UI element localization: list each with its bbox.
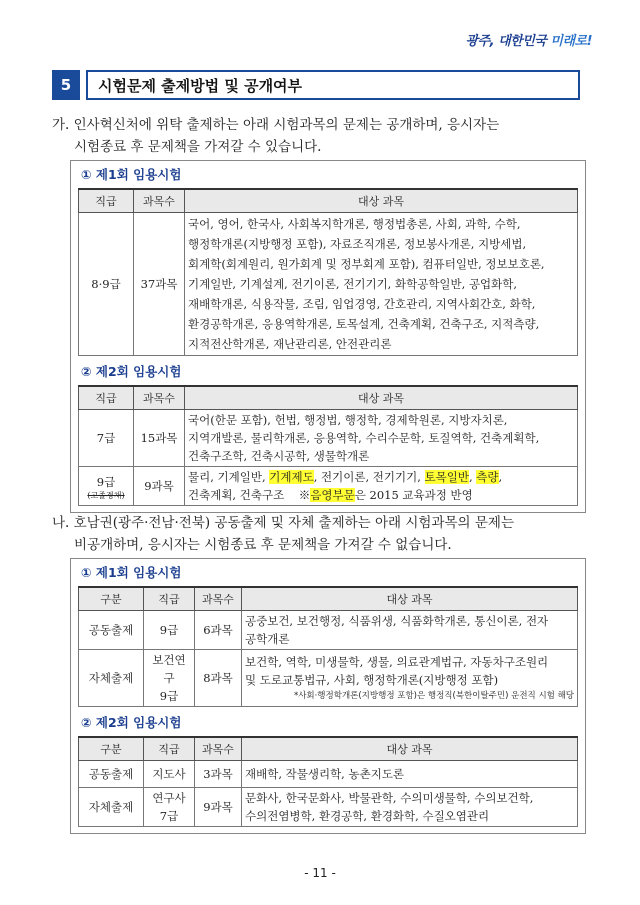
subject-line: 국어(한문 포함), 헌법, 행정법, 행정학, 경제학원론, 지방자치론,	[188, 413, 508, 427]
subject-line: 재배학개론, 식용작물, 조림, 임업경영, 간호관리, 지역사회간호, 화학,	[188, 297, 536, 311]
subject-line: 공학개론	[245, 632, 290, 646]
subject-line: 보건학, 역학, 미생물학, 생물, 의료관계법규, 자동차구조원리	[245, 655, 549, 669]
col-header-kind: 구분	[79, 587, 144, 611]
subject-line: 지적전산학개론, 재난관리론, 안전관리론	[188, 337, 392, 351]
slogan-text-b: 미래로!	[550, 34, 592, 49]
subject-line: 환경공학개론, 응용역학개론, 토목설계, 건축계획, 건축구조, 지적측량,	[188, 317, 540, 331]
col-header-grade: 직급	[144, 587, 195, 611]
page-number: - 11 -	[304, 866, 336, 880]
subject-line: 건축구조학, 건축시공학, 생물학개론	[188, 449, 370, 463]
box2-round2-title: ② 제2회 임용시험	[81, 715, 182, 730]
cell-subjects	[242, 611, 578, 650]
subject-text: , 전기이론, 전기기기,	[313, 470, 425, 484]
cell-count: 6과목	[195, 611, 242, 650]
table-row	[79, 761, 578, 788]
col-header-count: 과목수	[195, 587, 242, 611]
col-header-subjects: 대상 과목	[185, 386, 578, 410]
subject-line: 및 도로교통법규, 사회, 행정학개론(지방행정 포함)	[245, 673, 499, 687]
paragraph-na-line2: 비공개하며, 응시자는 시험종료 후 문제책을 가져갈 수 없습니다.	[74, 537, 452, 553]
col-header-subjects: 대상 과목	[242, 737, 578, 761]
cell-subjects	[185, 213, 578, 356]
section-title: 시험문제 출제방법 및 공개여부	[86, 70, 580, 100]
grade-line: 7급	[159, 809, 179, 823]
highlighted-subject: 토목일반	[424, 470, 469, 484]
grade-line: 보건연구	[152, 653, 186, 685]
cell-kind: 공동출제	[79, 611, 144, 650]
cell-count: 8과목	[195, 650, 242, 707]
paragraph-ga-line1: 가. 인사혁신처에 위탁 출제하는 아래 시험과목의 문제는 공개하며, 응시자는	[52, 117, 500, 133]
col-header-subjects: 대상 과목	[185, 189, 578, 213]
cell-count: 9과목	[134, 467, 185, 506]
cell-kind: 자체출제	[79, 650, 144, 707]
grade-line: 연구사	[152, 791, 186, 805]
box1-round2-table	[78, 385, 578, 506]
subject-text: ,	[498, 470, 503, 484]
section-header	[52, 70, 580, 100]
box1-round1-title: ① 제1회 임용시험	[81, 167, 182, 182]
col-header-count: 과목수	[134, 189, 185, 213]
grade-line: 9급	[159, 689, 179, 703]
cell-subjects	[242, 650, 578, 707]
cell-subjects	[242, 761, 578, 788]
public-exam-box	[70, 160, 586, 513]
cell-grade	[144, 788, 195, 827]
table-row	[79, 611, 578, 650]
slogan-logo	[466, 30, 592, 49]
footnote: *사회·행정학개론(지방행정 포함)은 행정직(북한이탈주민) 운전직 시험 해당	[293, 691, 574, 701]
col-header-grade: 직급	[144, 737, 195, 761]
col-header-subjects: 대상 과목	[242, 587, 578, 611]
highlighted-subject: 기계제도	[269, 470, 314, 484]
col-header-grade: 직급	[79, 386, 134, 410]
table-row	[79, 410, 578, 467]
box2-round1-table	[78, 586, 578, 707]
subject-line: 공중보건, 보건행정, 식품위생, 식품화학개론, 통신이론, 전자	[245, 614, 549, 628]
cell-grade: 지도사	[144, 761, 195, 788]
subject-line: 문화사, 한국문화사, 박물관학, 수의미생물학, 수의보건학,	[245, 791, 534, 805]
cell-grade	[79, 467, 134, 506]
subject-text: 은 2015 교육과정 반영	[354, 488, 473, 502]
highlighted-note: 음영부문	[310, 488, 355, 502]
paragraph-na-line1: 나. 호남권(광주·전남·전북) 공동출제 및 자체 출제하는 아래 시험과목의 문제는	[52, 515, 515, 531]
private-exam-box	[70, 558, 586, 834]
table-row	[79, 213, 578, 356]
cell-subjects	[242, 788, 578, 827]
grade-label: 9급	[96, 474, 116, 489]
paragraph-ga	[52, 114, 592, 158]
cell-kind: 자체출제	[79, 788, 144, 827]
grade-note: (고졸경채)	[87, 490, 125, 500]
subject-line: 재배학, 작물생리학, 농촌지도론	[245, 767, 405, 781]
col-header-count: 과목수	[195, 737, 242, 761]
table-row	[79, 650, 578, 707]
col-header-grade: 직급	[79, 189, 134, 213]
section-number: 5	[52, 70, 80, 100]
subject-line: 국어, 영어, 한국사, 사회복지학개론, 행정법총론, 사회, 과학, 수학,	[188, 217, 521, 231]
subject-text: 물리, 기계일반,	[188, 470, 270, 484]
box2-round1-title: ① 제1회 임용시험	[81, 565, 182, 580]
box1-round1-table	[78, 188, 578, 356]
cell-subjects	[185, 410, 578, 467]
subject-line: 지역개발론, 물리학개론, 응용역학, 수리수문학, 토질역학, 건축계획학,	[188, 431, 540, 445]
subject-line: 회계학(회계원리, 원가회계 및 정부회계 포함), 컴퓨터일반, 정보보호론,	[188, 257, 545, 271]
cell-count: 37과목	[134, 213, 185, 356]
box1-round2-title: ② 제2회 임용시험	[81, 364, 182, 379]
box2-round2-table	[78, 736, 578, 827]
cell-subjects	[185, 467, 578, 506]
cell-count: 9과목	[195, 788, 242, 827]
cell-kind: 공동출제	[79, 761, 144, 788]
col-header-kind: 구분	[79, 737, 144, 761]
paragraph-na	[52, 512, 592, 556]
slogan-text-a: 광주, 대한민국	[465, 34, 551, 49]
subject-line: 수의전염병학, 환경공학, 환경화학, 수질오염관리	[245, 809, 490, 823]
table-row	[79, 467, 578, 506]
cell-count: 3과목	[195, 761, 242, 788]
cell-grade: 9급	[144, 611, 195, 650]
cell-grade: 7급	[79, 410, 134, 467]
highlighted-subject: 측량	[476, 470, 499, 484]
cell-grade: 8·9급	[79, 213, 134, 356]
subject-line: 기계일반, 기계설계, 전기이론, 전기기기, 화학공학일반, 공업화학,	[188, 277, 518, 291]
col-header-count: 과목수	[134, 386, 185, 410]
subject-line	[188, 486, 574, 504]
cell-count: 15과목	[134, 410, 185, 467]
table-row	[79, 788, 578, 827]
subject-text: 건축계획, 건축구조 ※	[188, 488, 311, 502]
subject-text: ,	[468, 470, 477, 484]
cell-grade	[144, 650, 195, 707]
paragraph-ga-line2: 시험종료 후 문제책을 가져갈 수 있습니다.	[74, 139, 322, 155]
subject-line	[188, 468, 574, 486]
subject-line: 행정학개론(지방행정 포함), 자료조직개론, 정보봉사개론, 지방세법,	[188, 237, 527, 251]
